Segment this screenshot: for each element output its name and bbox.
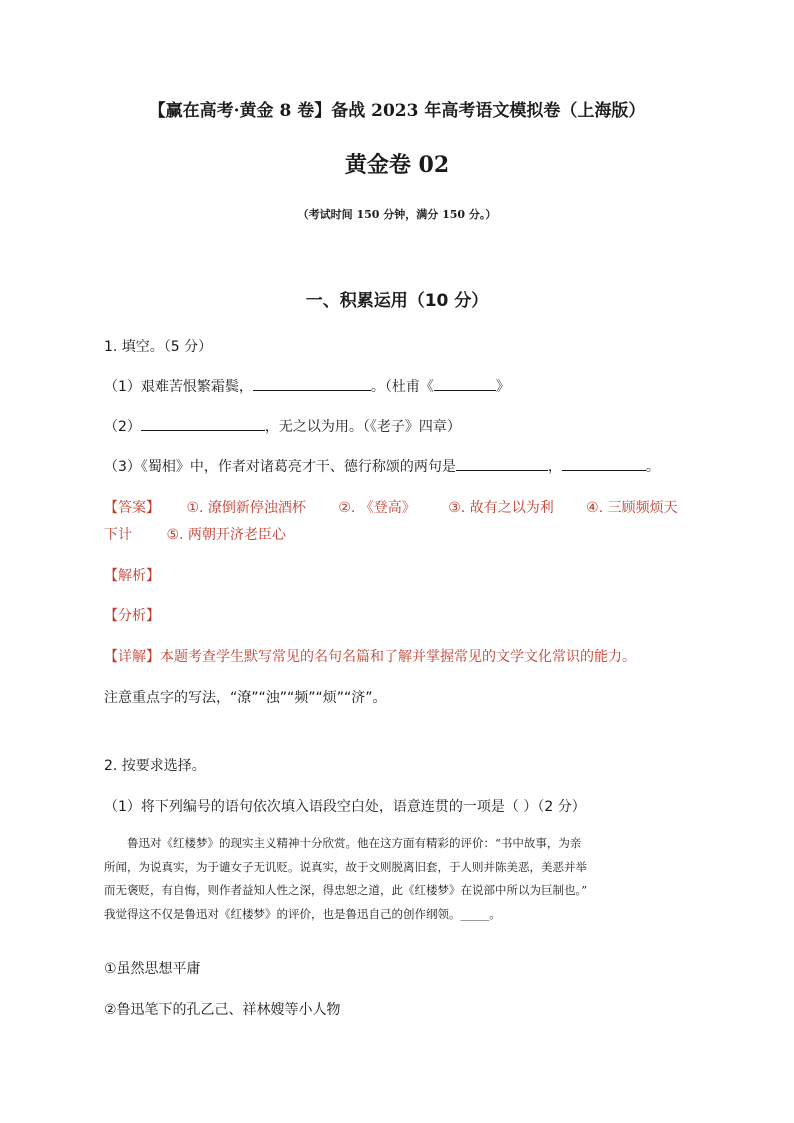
- passage-line: 所闻，为说真实，为于谴女子无讥贬。说真实，故于文则脱离旧套，于人则并陈美恶，美恶并举: [104, 859, 587, 874]
- header-title: 【赢在高考·黄金 8 卷】备战 2023 年高考语文模拟卷（上海版）: [148, 101, 646, 121]
- answer-item-4-cont: 下计: [104, 527, 132, 543]
- q1-answer-line-2: [104, 524, 286, 544]
- q2-option-2: ②鲁迅笔下的孔乙己、祥林嫂等小人物: [104, 1002, 341, 1018]
- q1-note: 注意重点字的写法，“潦”“浊”“频”“烦”“济”。: [104, 690, 387, 706]
- q1-item-1-after: 。（杜甫《: [370, 379, 434, 395]
- q1-item-2-before: （2）: [104, 419, 141, 435]
- q2-passage: [104, 832, 694, 926]
- detail-text: 本题考查学生默写常见的名句名篇和了解并掌握常见的文学文化常识的能力。: [160, 649, 636, 665]
- answer-blank[interactable]: [456, 456, 548, 471]
- q1-item-3-before: （3）《蜀相》中，作者对诸葛亮才干、德行称颂的两句是: [104, 459, 456, 475]
- passage-line: 鲁迅对《红楼梦》的现实主义精神十分欣赏。他在这方面有精彩的评价：“书中故事，为亲: [127, 836, 582, 850]
- fenxi-label: 【分析】: [104, 608, 160, 624]
- q2-stem: 2. 按要求选择。: [104, 758, 206, 774]
- q1-item-1: [104, 376, 510, 396]
- q1-item-2: [104, 416, 461, 436]
- exam-note: （考试时间 150 分钟，满分 150 分。）: [297, 208, 497, 221]
- detail-line: [104, 646, 636, 666]
- q2-option-1: ①虽然思想平庸: [104, 961, 201, 977]
- paper-title: 黄金卷 02: [344, 152, 450, 178]
- analysis-label: 【解析】: [104, 568, 160, 584]
- answer-item-1: ①. 潦倒新停浊酒杯: [186, 500, 306, 516]
- answer-blank[interactable]: [253, 376, 371, 391]
- answer-item-4: ④. 三顾频烦天: [586, 500, 678, 516]
- answer-blank[interactable]: [141, 416, 265, 431]
- q1-item-3: [104, 456, 660, 476]
- passage-line: 我觉得这不仅是鲁迅对《红楼梦》的评价，也是鲁迅自己的创作纲领。_____。: [104, 906, 501, 921]
- answer-item-2: ②. 《登高》: [338, 500, 416, 516]
- answer-item-3: ③. 故有之以为利: [448, 500, 554, 516]
- answer-blank[interactable]: [434, 376, 496, 391]
- q1-item-3-after: 。: [645, 459, 660, 475]
- answer-label: 【答案】: [104, 500, 160, 516]
- section-heading: 一、积累运用（10 分）: [305, 291, 489, 311]
- q1-answer-line-1: [104, 497, 678, 517]
- q1-item-1-before: （1）艰难苦恨繁霜鬓，: [104, 379, 253, 395]
- passage-line: 而无褒贬，有自悔，则作者益知人性之深，得忠恕之道，此《红楼梦》在说部中所以为巨制也。”: [104, 883, 588, 897]
- q1-item-3-mid: ，: [547, 459, 562, 475]
- answer-blank[interactable]: [562, 456, 646, 471]
- q1-stem: 1. 填空。（5 分）: [104, 339, 213, 355]
- q1-item-1-after2: 》: [495, 379, 510, 395]
- q2-sub1: （1）将下列编号的语句依次填入语段空白处，语意连贯的一项是（ ）（2 分）: [104, 799, 586, 815]
- q1-item-2-after: ，无之以为用。（《老子》四章）: [264, 419, 461, 435]
- answer-item-5: ⑤. 两朝开济老臣心: [166, 527, 286, 543]
- detail-label: 【详解】: [104, 649, 160, 665]
